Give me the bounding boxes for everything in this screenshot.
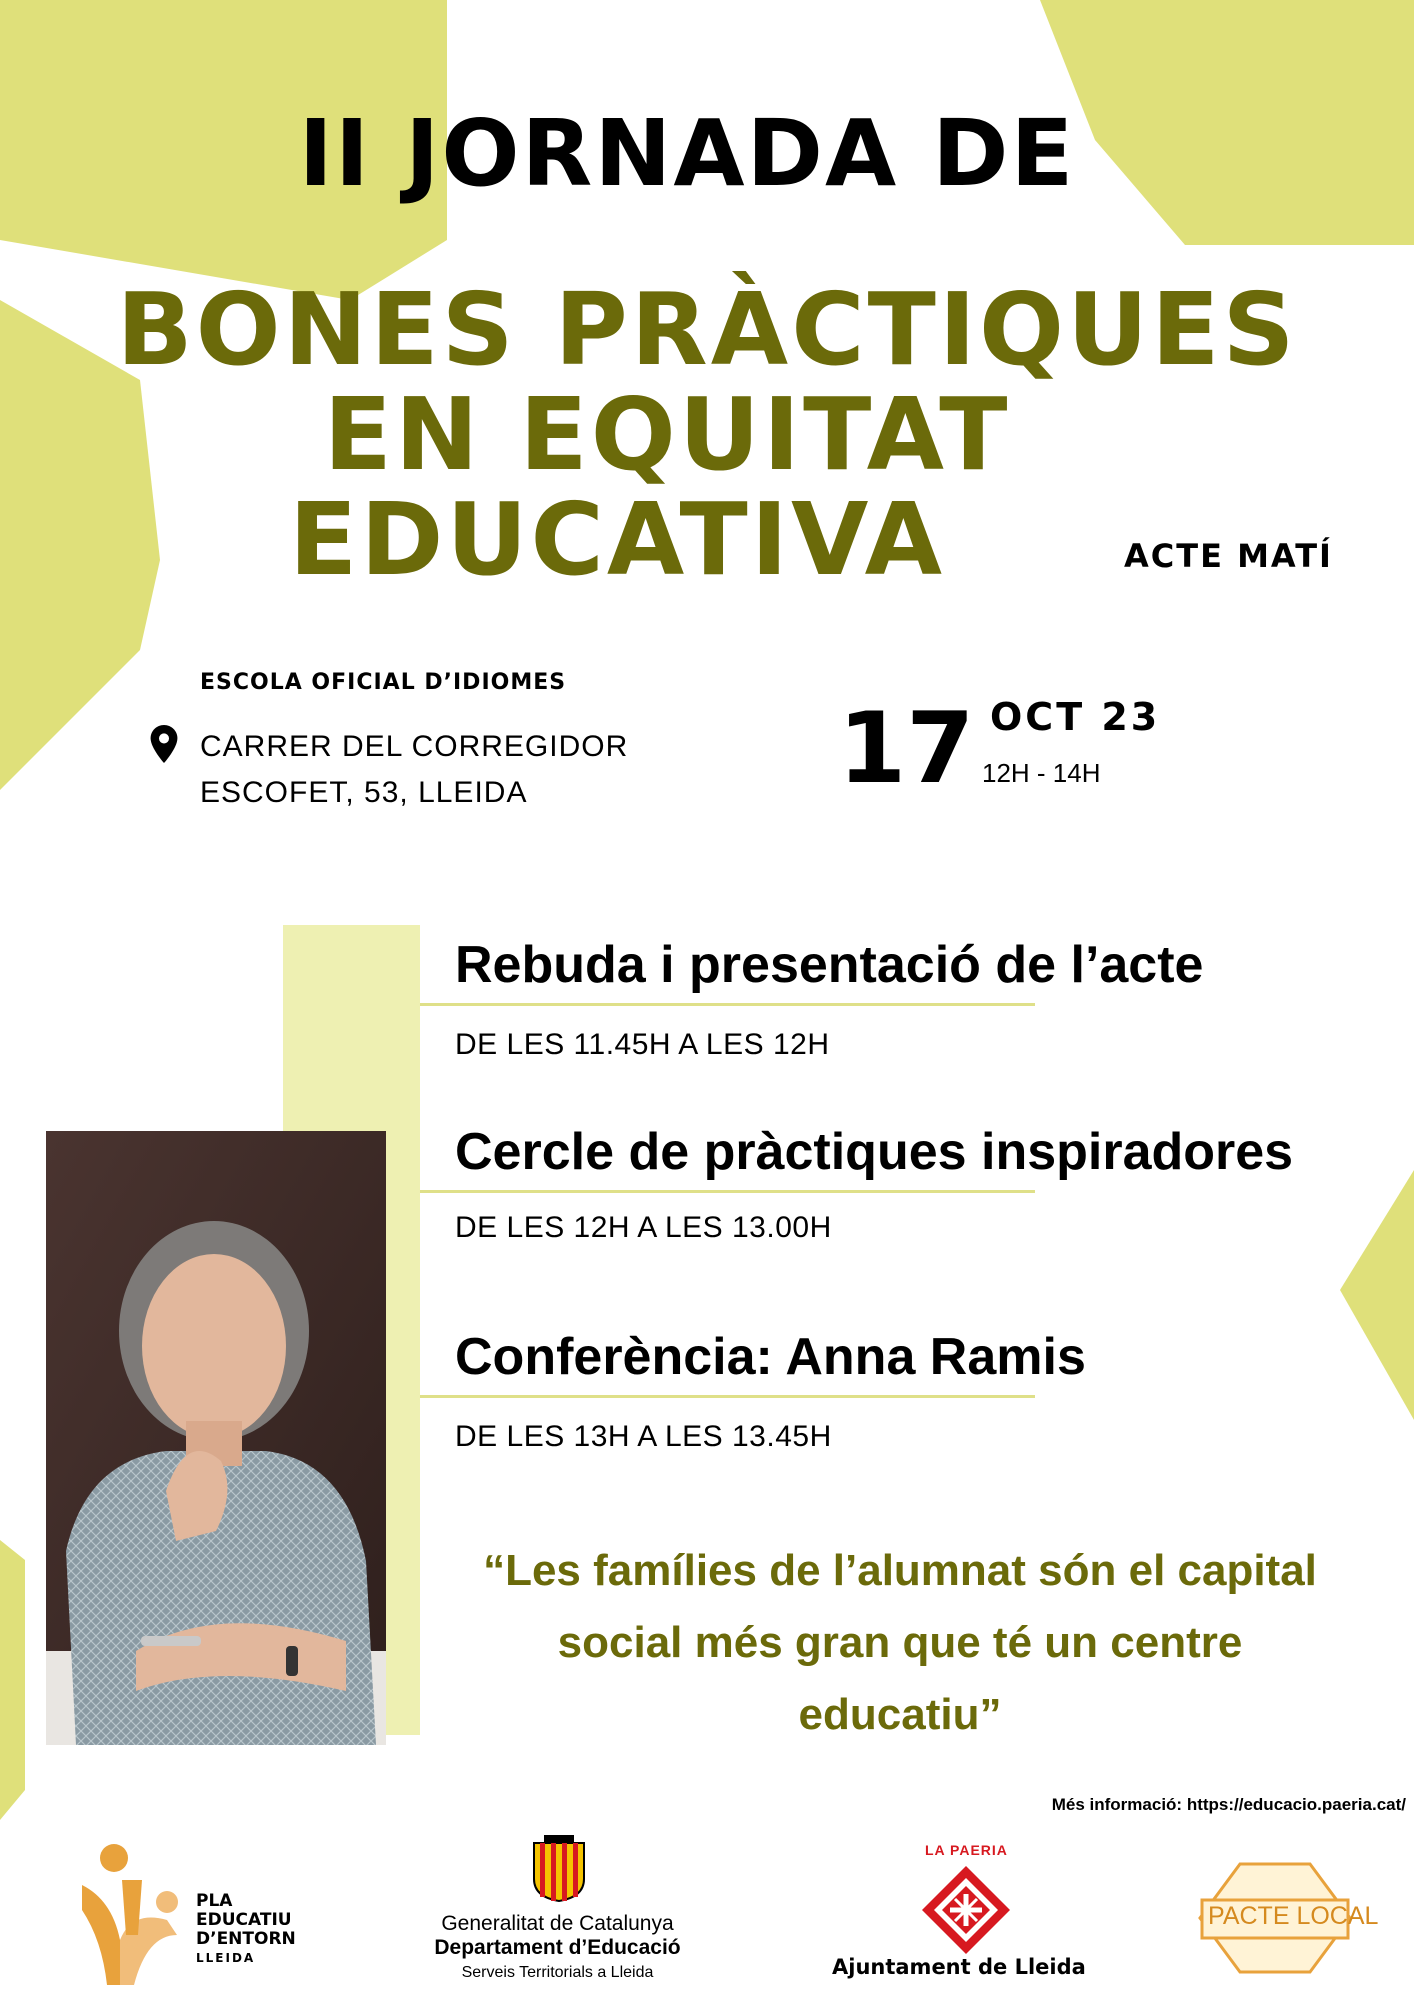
venue-address-line-1: CARRER DEL CORREGIDOR xyxy=(200,730,629,763)
venue-address-line-2: ESCOFET, 53, LLEIDA xyxy=(200,776,528,809)
speaker-quote xyxy=(400,1535,1400,1751)
pla-logo-line-1: PLA xyxy=(196,1891,233,1911)
event-month-year: OCT 23 xyxy=(990,695,1161,739)
paeria-logo-top: LA PAERIA xyxy=(925,1842,1008,1858)
pacte-local-logo-text: PACTE LOCAL xyxy=(1208,1902,1379,1930)
quote-line-1: “Les famílies de l’alumnat són el capital xyxy=(483,1546,1317,1595)
program-item-3-time: DE LES 13H A LES 13.45H xyxy=(455,1420,832,1453)
pla-educatiu-logo-text xyxy=(196,1892,296,1968)
event-title-prefix: II JORNADA DE xyxy=(298,100,1076,207)
quote-line-3: educatiu” xyxy=(798,1690,1002,1739)
generalitat-emblem-icon xyxy=(530,1835,588,1903)
event-title-line-2: EN EQUITAT xyxy=(323,376,1011,493)
program-item-2-time: DE LES 12H A LES 13.00H xyxy=(455,1211,832,1244)
pla-logo-line-2: EDUCATIU xyxy=(196,1910,292,1930)
bg-hexagon-right xyxy=(1340,1170,1414,1420)
program-item-3-title: Conferència: Anna Ramis xyxy=(455,1328,1086,1386)
pla-logo-line-3: D’ENTORN xyxy=(196,1929,296,1949)
more-info-link[interactable]: Més informació: https://educacio.paeria.cat/ xyxy=(1051,1795,1406,1814)
bg-hexagon-bottom-left xyxy=(0,1540,25,1820)
program-item-3-divider xyxy=(420,1395,1035,1398)
venue-name: ESCOLA OFICIAL D’IDIOMES xyxy=(200,670,567,695)
quote-line-2: social més gran que té un centre xyxy=(557,1618,1243,1667)
program-item-1-time: DE LES 11.45H A LES 12H xyxy=(455,1028,830,1061)
generalitat-name: Generalitat de Catalunya xyxy=(441,1912,674,1935)
program-item-1-divider xyxy=(420,1003,1035,1006)
pla-educatiu-logo-icon xyxy=(72,1840,192,1990)
generalitat-department: Departament d’Educació xyxy=(434,1936,681,1959)
program-item-1-title: Rebuda i presentació de l’acte xyxy=(455,936,1204,994)
generalitat-services: Serveis Territorials a Lleida xyxy=(461,1964,654,1981)
generalitat-logo-text xyxy=(405,1912,710,1982)
speaker-photo xyxy=(46,1131,386,1745)
paeria-emblem-icon xyxy=(920,1864,1012,1956)
event-day: 17 xyxy=(838,692,975,806)
program-item-2-divider xyxy=(420,1190,1035,1193)
session-tag: ACTE MATÍ xyxy=(1124,537,1333,575)
paeria-logo-text: Ajuntament de Lleida xyxy=(832,1955,1086,1979)
pla-logo-line-4: LLEIDA xyxy=(196,1951,256,1965)
program-item-2-title: Cercle de pràctiques inspiradores xyxy=(455,1123,1294,1181)
event-title-line-3: EDUCATIVA xyxy=(289,481,945,598)
event-title-line-1: BONES PRÀCTIQUES xyxy=(116,271,1298,388)
map-pin-icon xyxy=(150,725,178,763)
event-hours: 12H - 14H xyxy=(982,758,1101,788)
